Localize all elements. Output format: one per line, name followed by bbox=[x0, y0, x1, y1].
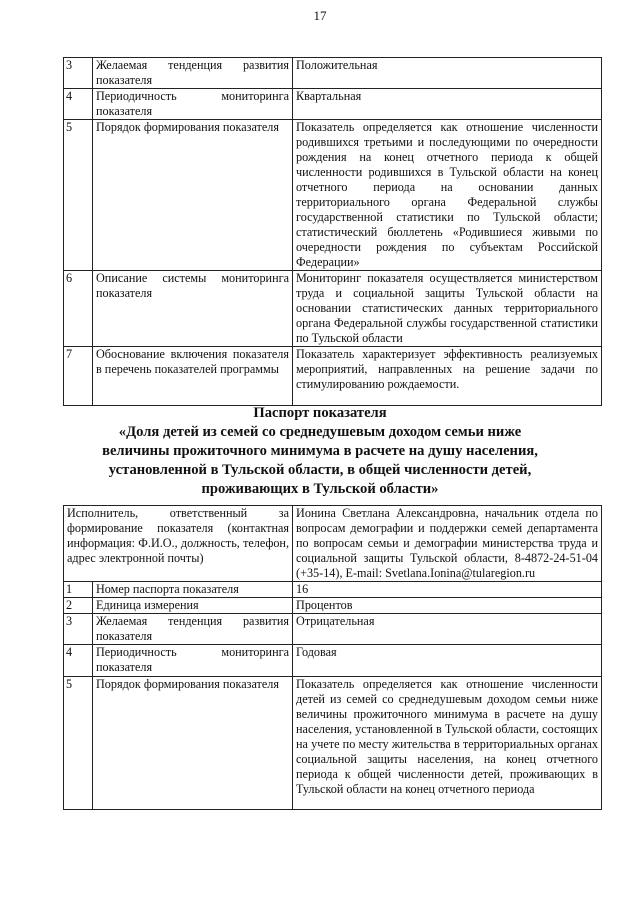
passport-title-line: установленной в Тульской области, в общей численности детей, bbox=[108, 462, 532, 478]
executor-label: Исполнитель, ответственный за формирование показателя (контактная информация: Ф.И.О., должность, телефон, адрес электронной почты) bbox=[64, 506, 293, 582]
row-value: Годовая bbox=[293, 645, 602, 677]
row-value: Положительная bbox=[293, 58, 602, 89]
passport-heading: Паспорт показателя bbox=[253, 405, 387, 421]
indicator-table-2 bbox=[63, 505, 602, 810]
row-number: 3 bbox=[64, 58, 93, 89]
row-number: 6 bbox=[64, 271, 93, 347]
row-label: Единица измерения bbox=[93, 598, 293, 614]
page-number: 17 bbox=[313, 8, 327, 23]
row-number: 3 bbox=[64, 614, 93, 645]
row-value: Показатель определяется как отношение численности детей из семей со среднедушевым доходом семьи ниже величины прожиточного минимума в расчете на душу населения, установленной в Тульской области, состоящих на учете по месту жительства в территориальных органах социальной защиты населения, на конец отчетного периода к общей численности детей, проживающих в Тульской области на конец отчетного периода bbox=[293, 677, 602, 810]
passport-title-line: «Доля детей из семей со среднедушевым доходом семьи ниже bbox=[118, 424, 522, 440]
passport-title bbox=[60, 404, 580, 499]
table-row bbox=[64, 582, 602, 598]
row-label: Обоснование включения показателя в перечень показателей программы bbox=[93, 347, 293, 406]
passport-title-line: величины прожиточного минимума в расчете на душу населения, bbox=[102, 443, 538, 459]
row-label: Номер паспорта показателя bbox=[93, 582, 293, 598]
row-number: 2 bbox=[64, 598, 93, 614]
row-value: Показатель характеризует эффективность реализуемых мероприятий, направленных на решение задачи по стимулированию рождаемости. bbox=[293, 347, 602, 406]
table-row bbox=[64, 58, 602, 89]
indicator-table-1 bbox=[63, 57, 602, 406]
table-row bbox=[64, 598, 602, 614]
passport-title-line: проживающих в Тульской области» bbox=[201, 481, 439, 497]
row-value: Процентов bbox=[293, 598, 602, 614]
row-label: Периодичность мониторинга показателя bbox=[93, 645, 293, 677]
row-value: 16 bbox=[293, 582, 602, 598]
row-number: 4 bbox=[64, 645, 93, 677]
row-value: Мониторинг показателя осуществляется министерством труда и социальной защиты Тульской области на основании статистических данных территориального органа Федеральной службы государственной статистики по Тульской области bbox=[293, 271, 602, 347]
row-label: Периодичность мониторинга показателя bbox=[93, 89, 293, 120]
row-label: Порядок формирования показателя bbox=[93, 120, 293, 271]
table-row bbox=[64, 614, 602, 645]
row-value: Отрицательная bbox=[293, 614, 602, 645]
row-label: Описание системы мониторинга показателя bbox=[93, 271, 293, 347]
row-number: 7 bbox=[64, 347, 93, 406]
table-row bbox=[64, 347, 602, 406]
row-value: Квартальная bbox=[293, 89, 602, 120]
table-row bbox=[64, 120, 602, 271]
row-number: 5 bbox=[64, 677, 93, 810]
table-row bbox=[64, 89, 602, 120]
row-number: 4 bbox=[64, 89, 93, 120]
row-label: Желаемая тенденция развития показателя bbox=[93, 58, 293, 89]
row-label: Порядок формирования показателя bbox=[93, 677, 293, 810]
table-row bbox=[64, 506, 602, 582]
row-number: 1 bbox=[64, 582, 93, 598]
row-number: 5 bbox=[64, 120, 93, 271]
executor-value: Ионина Светлана Александровна, начальник отдела по вопросам демографии и поддержки семей департамента по вопросам семьи и демографии министерства труда и социальной защиты Тульской области, 8-4872-24-51-04 (+35-14), E-mail: Svetlana.Ionina@tularegion.ru bbox=[293, 506, 602, 582]
table-row bbox=[64, 677, 602, 810]
row-value: Показатель определяется как отношение численности родившихся третьими и последующими по очередности рождения на конец отчетного периода к общей численности родившихся в Тульской области на конец отчетного периода на основании данных территориального органа Федеральной службы государственной статистики по Тульской области; статистический бюллетень «Родившиеся живыми по очередности рождения по субъектам Российской Федерации» bbox=[293, 120, 602, 271]
row-label: Желаемая тенденция развития показателя bbox=[93, 614, 293, 645]
table-row bbox=[64, 271, 602, 347]
table-row bbox=[64, 645, 602, 677]
